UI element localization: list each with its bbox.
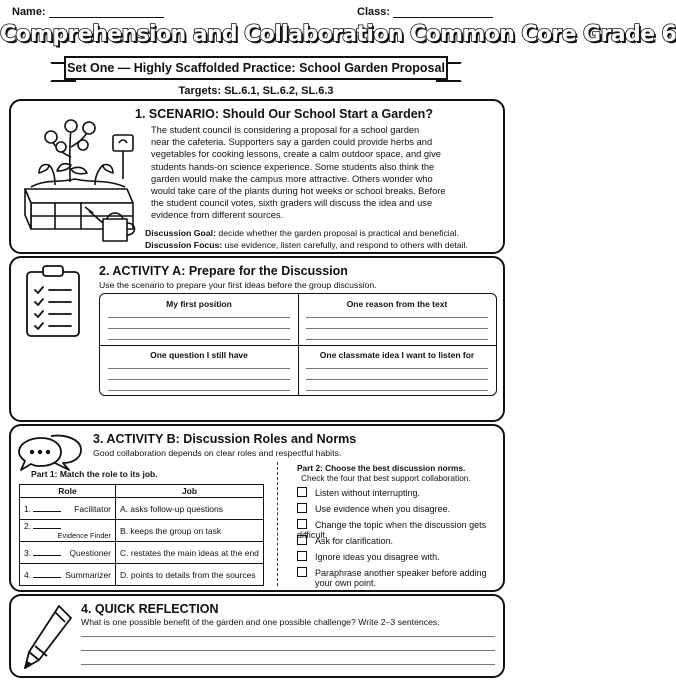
class-line[interactable] (393, 8, 493, 18)
worksheet-title: Comprehension and Collaboration Common Core Grade 6 (0, 22, 676, 47)
part2-title: Part 2: Choose the best discussion norms. (297, 463, 466, 473)
checkbox[interactable] (297, 551, 307, 561)
checkbox[interactable] (297, 567, 307, 577)
reflection-title: 4. QUICK REFLECTION (81, 602, 219, 616)
writing-line[interactable] (81, 664, 495, 665)
table-row: 3. Questioner C. restates the main ideas at the end (20, 542, 264, 564)
scenario-line: would take care of the plants during hot weeks or school breaks. Before (151, 186, 446, 197)
discussion-goal (145, 227, 505, 239)
answer-blank[interactable] (33, 528, 61, 529)
scenario-title: 1. SCENARIO: Should Our School Start a Garden? (135, 107, 433, 121)
answer-blank[interactable] (33, 511, 61, 512)
scenario-line: vegetables for cooking lessons, create a calm outdoor space, and give (151, 149, 441, 160)
norm-option-continued: your own point. (315, 578, 377, 588)
name-line[interactable] (49, 8, 164, 18)
scenario-line: The student council is considering a proposal for a school garden (151, 125, 420, 135)
norm-option[interactable]: Paraphrase another speaker before adding (297, 567, 487, 578)
norm-option[interactable]: Ignore ideas you disagree with. (297, 551, 440, 562)
job-text: C. restates the main ideas at the end (116, 542, 264, 564)
reflection-section (9, 594, 505, 678)
standards-targets: Targets: SL.6.1, SL.6.2, SL.6.3 (178, 85, 334, 97)
activity-a-section (9, 256, 505, 422)
scenario-line: near the cafeteria. Supporters say a garden could provide herbs and (151, 137, 433, 148)
prep-cell-question[interactable] (100, 345, 298, 396)
part2-subtitle: Check the four that best support collaboration. (301, 473, 471, 483)
table-row: 1. Facilitator A. asks follow-up questions (20, 498, 264, 520)
part-divider (277, 462, 278, 586)
focus-label: Discussion Focus: (145, 240, 223, 250)
table-row: 4. Summarizer D. points to details from the sources (20, 564, 264, 586)
garden-bed-icon (15, 107, 143, 247)
prep-cell-reason[interactable] (298, 294, 496, 345)
answer-blank[interactable] (33, 555, 61, 556)
norm-option[interactable]: Listen without interrupting. (297, 487, 420, 498)
norm-option[interactable]: Use evidence when you disagree. (297, 503, 450, 514)
reflection-prompt: What is one possible benefit of the garden and one possible challenge? Write 2–3 sentences. (81, 617, 440, 627)
class-field[interactable] (357, 6, 493, 18)
norm-option[interactable]: Ask for clarification. (297, 535, 393, 546)
discussion-focus (145, 239, 505, 251)
scenario-line: garden would make the campus more attractive. Others wonder who (151, 173, 433, 184)
scenario-line: evidence from different sources. (151, 210, 284, 221)
prep-cell-classmate[interactable] (298, 345, 496, 396)
role-name: Facilitator (74, 503, 111, 514)
scenario-text (151, 124, 501, 222)
goal-label: Discussion Goal: (145, 228, 216, 238)
pencil-icon (19, 602, 75, 674)
activity-b-intro: Good collaboration depends on clear roles and respectful habits. (93, 448, 342, 458)
scenario-line: students hands-on science experience. Some students also think the (151, 161, 435, 172)
norm-option[interactable]: Change the topic when the discussion gets difficult. (297, 520, 487, 540)
checkbox[interactable] (297, 519, 307, 529)
activity-a-instructions: Use the scenario to prepare your first ideas before the group discussion. (99, 280, 377, 290)
col-role: Role (20, 485, 116, 498)
clipboard-checklist-icon (21, 262, 85, 342)
checkbox[interactable] (297, 503, 307, 513)
prep-grid (99, 293, 497, 396)
activity-a-title: 2. ACTIVITY A: Prepare for the Discussion (99, 264, 348, 278)
role-name: Evidence Finder (57, 531, 111, 540)
prep-cell-label: My first position (166, 299, 232, 309)
job-text: A. asks follow-up questions (116, 498, 264, 520)
col-job: Job (116, 485, 264, 498)
job-text: D. points to details from the sources (116, 564, 264, 586)
part1-title: Part 1: Match the role to its job. (31, 469, 158, 479)
prep-cell-label: One question I still have (150, 349, 248, 360)
focus-text: use evidence, listen carefully, and respond to others with detail. (224, 240, 468, 250)
role-name: Summarizer (65, 569, 111, 580)
checkbox[interactable] (297, 487, 307, 497)
job-text: B. keeps the group on task (116, 520, 264, 542)
writing-line[interactable] (81, 650, 495, 651)
activity-b-section (9, 424, 505, 592)
prep-cell-label: One reason from the text (346, 299, 448, 309)
ribbon-text: Set One — Highly Scaffolded Practice: School Garden Proposal (64, 56, 448, 80)
subtitle-ribbon (50, 56, 462, 82)
role-name: Questioner (69, 547, 111, 558)
answer-blank[interactable] (33, 577, 61, 578)
table-row: 2. Evidence Finder B. keeps the group on task (20, 520, 264, 542)
prep-cell-position[interactable] (100, 294, 298, 345)
activity-b-title: 3. ACTIVITY B: Discussion Roles and Norms (93, 432, 357, 446)
prep-cell-label: One classmate idea I want to listen for (319, 349, 475, 360)
checkbox[interactable] (297, 535, 307, 545)
roles-table (19, 484, 264, 586)
scenario-section (9, 99, 505, 254)
name-label: Name: (12, 6, 46, 18)
goal-text: decide whether the garden proposal is practical and beneficial. (218, 228, 459, 238)
writing-line[interactable] (81, 636, 495, 637)
name-field[interactable] (12, 6, 164, 18)
class-label: Class: (357, 6, 391, 18)
scenario-line: the student council votes, sixth graders will discuss the idea and use (151, 198, 433, 209)
